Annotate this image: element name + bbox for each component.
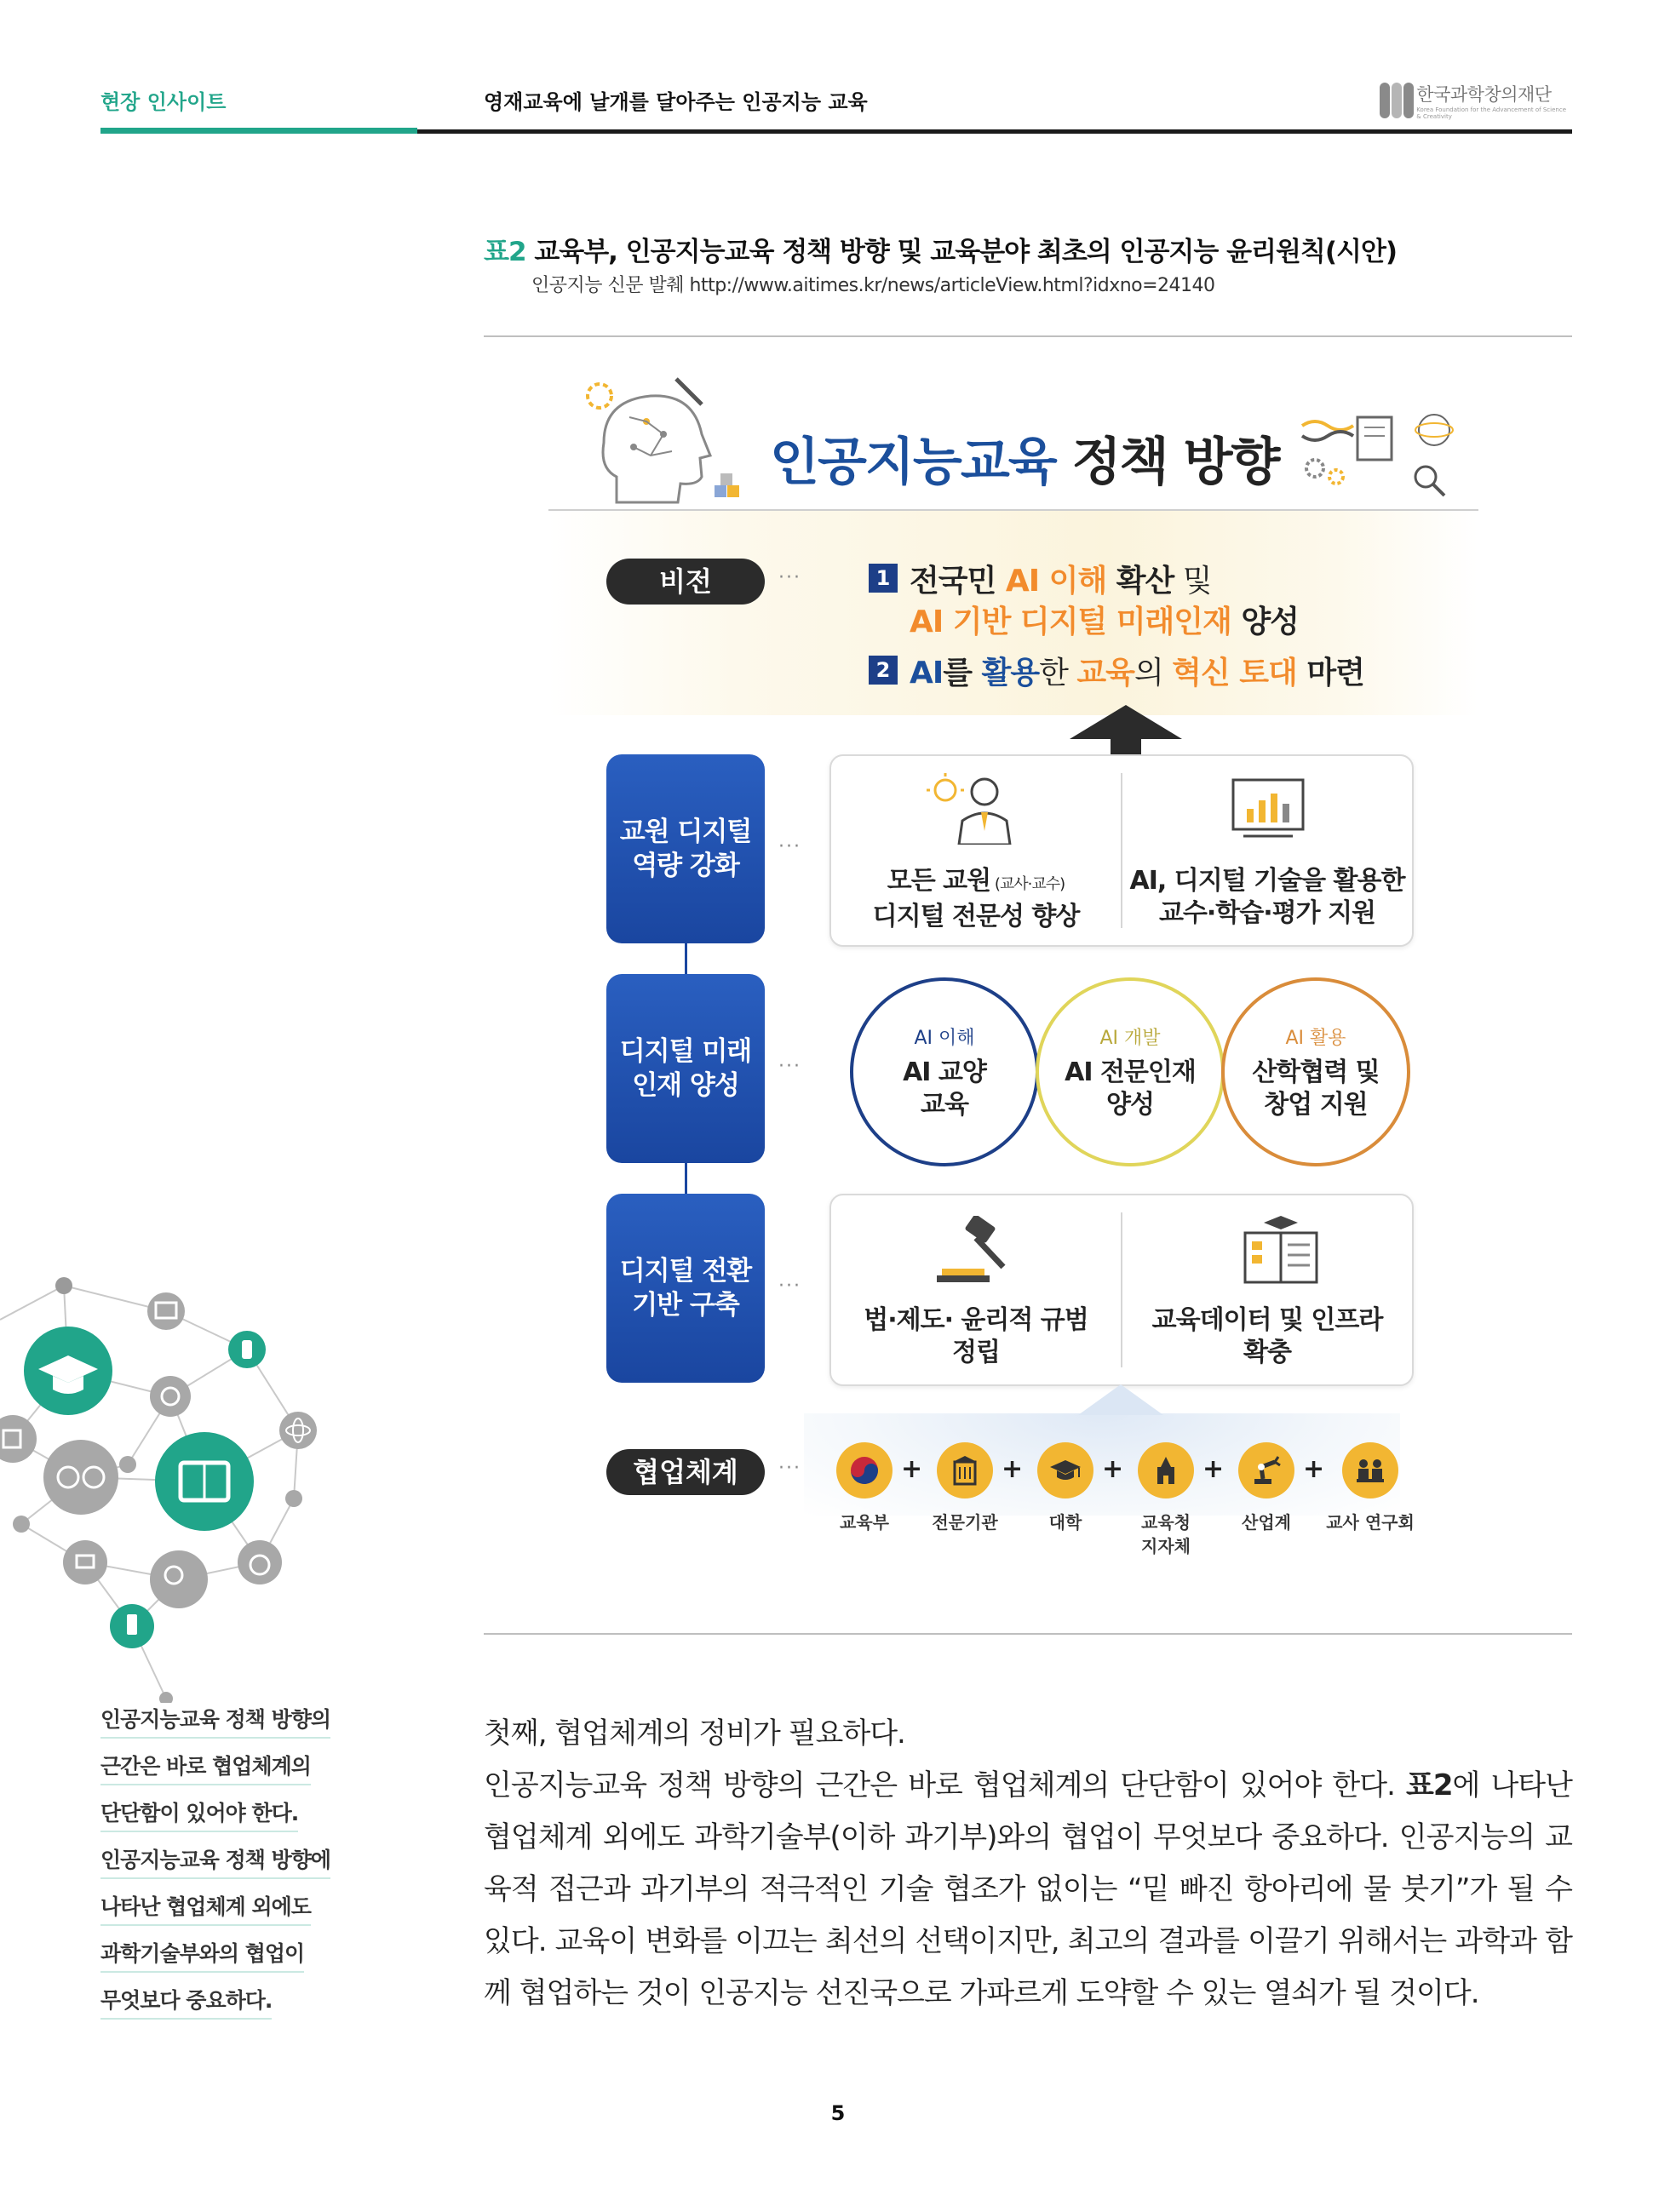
sidebar-pull-quote: 인공지능교육 정책 방향의 근간은 바로 협업체계의 단단함이 있어야 한다. 인공지능교육 정책 방향에 나타난 협업체계 외에도 과학기술부와의 협업이 무엇보다 중요하다. — [100, 1703, 356, 2031]
vision-label: 비전 — [606, 559, 765, 605]
vision-item-1-line2: AI 기반 디지털 미래인재 양성 — [910, 605, 1299, 639]
collab-label: 협업체계 — [606, 1449, 765, 1495]
plus-icon: + — [1202, 1454, 1225, 1484]
plus-icon: + — [1002, 1454, 1024, 1484]
org-teacher-group: 교사 연구회 — [1340, 1442, 1400, 1534]
policy-infographic — [548, 366, 1478, 1618]
circle-ai-understanding: AI 이해 AI 교양 교육 — [850, 977, 1039, 1166]
infographic-title: 인공지능교육 정책 방향 — [770, 433, 1279, 492]
table-title: 교육부, 인공지능교육 정책 방향 및 교육분야 최초의 인공지능 윤리원칙(시안) — [534, 237, 1398, 267]
up-arrow-stem — [1111, 737, 1141, 754]
graduation-cap-icon — [1037, 1442, 1093, 1499]
taegeuk-icon — [836, 1442, 893, 1499]
row-label-teacher-digital: 교원 디지털 역량 강화 — [606, 754, 765, 943]
row-label-future-talent: 디지털 미래 인재 양성 — [606, 974, 765, 1163]
row-card-digital-transition — [829, 1194, 1414, 1386]
logo-subtitle: Korea Foundation for the Advancement of Science & Creativity — [1416, 106, 1567, 120]
light-up-arrow-icon — [1078, 1384, 1163, 1415]
dots-separator: ··· — [778, 1275, 801, 1297]
article-title: 영재교육에 날개를 달아주는 인공지능 교육 — [484, 90, 868, 114]
body-paragraph: 인공지능교육 정책 방향의 근간은 바로 협업체계의 단단함이 있어야 한다. 표2에 나타난 협업체계 외에도 과학기술부(이하 과기부)와의 협업이 무엇보다 중요하다. 인공지능의 교육적 접근과 과기부의 적극적인 기술 협조가 없이는 “밑 빠진 항아리에 물 붓기”가 될 수 있다. 교육이 변화를 이끄는 최선의 선택이지만, 최고의 결과를 이끌기 위해서는 과학과 함께 협업하는 것이 인공지능 선진국으로 가파르게 도약할 수 있는 열쇠가 될 것이다. — [484, 1768, 1572, 2010]
collab-orgs — [835, 1442, 1448, 1579]
page-number: 5 — [830, 2101, 846, 2125]
logo-name: 한국과학창의재단 — [1416, 84, 1552, 105]
cell-law-ethics: 법·제도· 윤리적 규범 정립 — [864, 1305, 1088, 1367]
vision-number-2: 2 — [869, 656, 898, 685]
org-moe: 교육부 — [835, 1442, 894, 1534]
network-decoration-icon — [0, 1269, 324, 1703]
dots-separator: ··· — [778, 567, 801, 588]
body-heading: 첫째, 협업체계의 정비가 필요하다. — [484, 1716, 905, 1751]
row-connector — [685, 1163, 687, 1194]
dots-separator: ··· — [778, 836, 801, 857]
dots-separator: ··· — [778, 1056, 801, 1077]
building-icon — [937, 1442, 993, 1499]
row-card-teacher-digital — [829, 754, 1414, 947]
org-industry: 산업계 — [1237, 1442, 1296, 1534]
vision-item-1-line1: 전국민 AI 이해 확산 및 — [910, 564, 1212, 599]
data-book-icon — [1238, 1214, 1323, 1287]
plus-icon: + — [1303, 1454, 1325, 1484]
section-label: 현장 인사이트 — [100, 90, 227, 114]
cell-data-infra: 교육데이터 및 인프라 확충 — [1151, 1305, 1383, 1367]
header-rule-accent — [100, 128, 417, 134]
circle-ai-application: AI 활용 산학협력 및 창업 지원 — [1221, 977, 1410, 1166]
row-label-digital-transition: 디지털 전환 기반 구축 — [606, 1194, 765, 1383]
row-connector — [685, 943, 687, 974]
up-arrow-icon — [1070, 705, 1182, 739]
circle-ai-development: AI 개발 AI 전문인재 양성 — [1036, 977, 1225, 1166]
teacher-idea-icon — [925, 771, 1019, 845]
kofac-logo — [1380, 78, 1572, 123]
org-university: 대학 — [1036, 1442, 1095, 1534]
org-agency: 전문기관 — [935, 1442, 995, 1534]
robot-arm-icon — [1238, 1442, 1294, 1499]
body-text — [484, 1708, 1572, 2020]
plus-icon: + — [1102, 1454, 1124, 1484]
org-office-local: 교육청 지자체 — [1136, 1442, 1196, 1558]
bottom-divider — [484, 1633, 1572, 1635]
table-number: 표2 — [484, 237, 526, 267]
teacher-group-icon — [1342, 1442, 1398, 1499]
top-divider — [484, 335, 1572, 337]
cell-ai-digital-tech: AI, 디지털 기술을 활용한 교수·학습·평가 지원 — [1129, 866, 1405, 928]
board-chart-icon — [1228, 775, 1313, 845]
brain-head-icon — [583, 375, 753, 511]
logo-mark-icon — [1380, 81, 1408, 120]
table-source: 인공지능 신문 발췌 http://www.aitimes.kr/news/articleView.html?idxno=24140 — [531, 275, 1215, 296]
science-decoration-icon — [1298, 409, 1460, 502]
gavel-icon — [933, 1216, 1019, 1287]
city-hall-icon — [1138, 1442, 1194, 1499]
table-caption — [484, 230, 1397, 268]
vision-number-1: 1 — [869, 564, 898, 593]
cell-all-teachers: 모든 교원 (교사·교수) 디지털 전문성 향상 — [872, 866, 1080, 931]
dots-separator: ··· — [778, 1458, 801, 1479]
vision-item-2: AI를 활용한 교육의 혁신 토대 마련 — [910, 656, 1364, 691]
plus-icon: + — [901, 1454, 923, 1484]
